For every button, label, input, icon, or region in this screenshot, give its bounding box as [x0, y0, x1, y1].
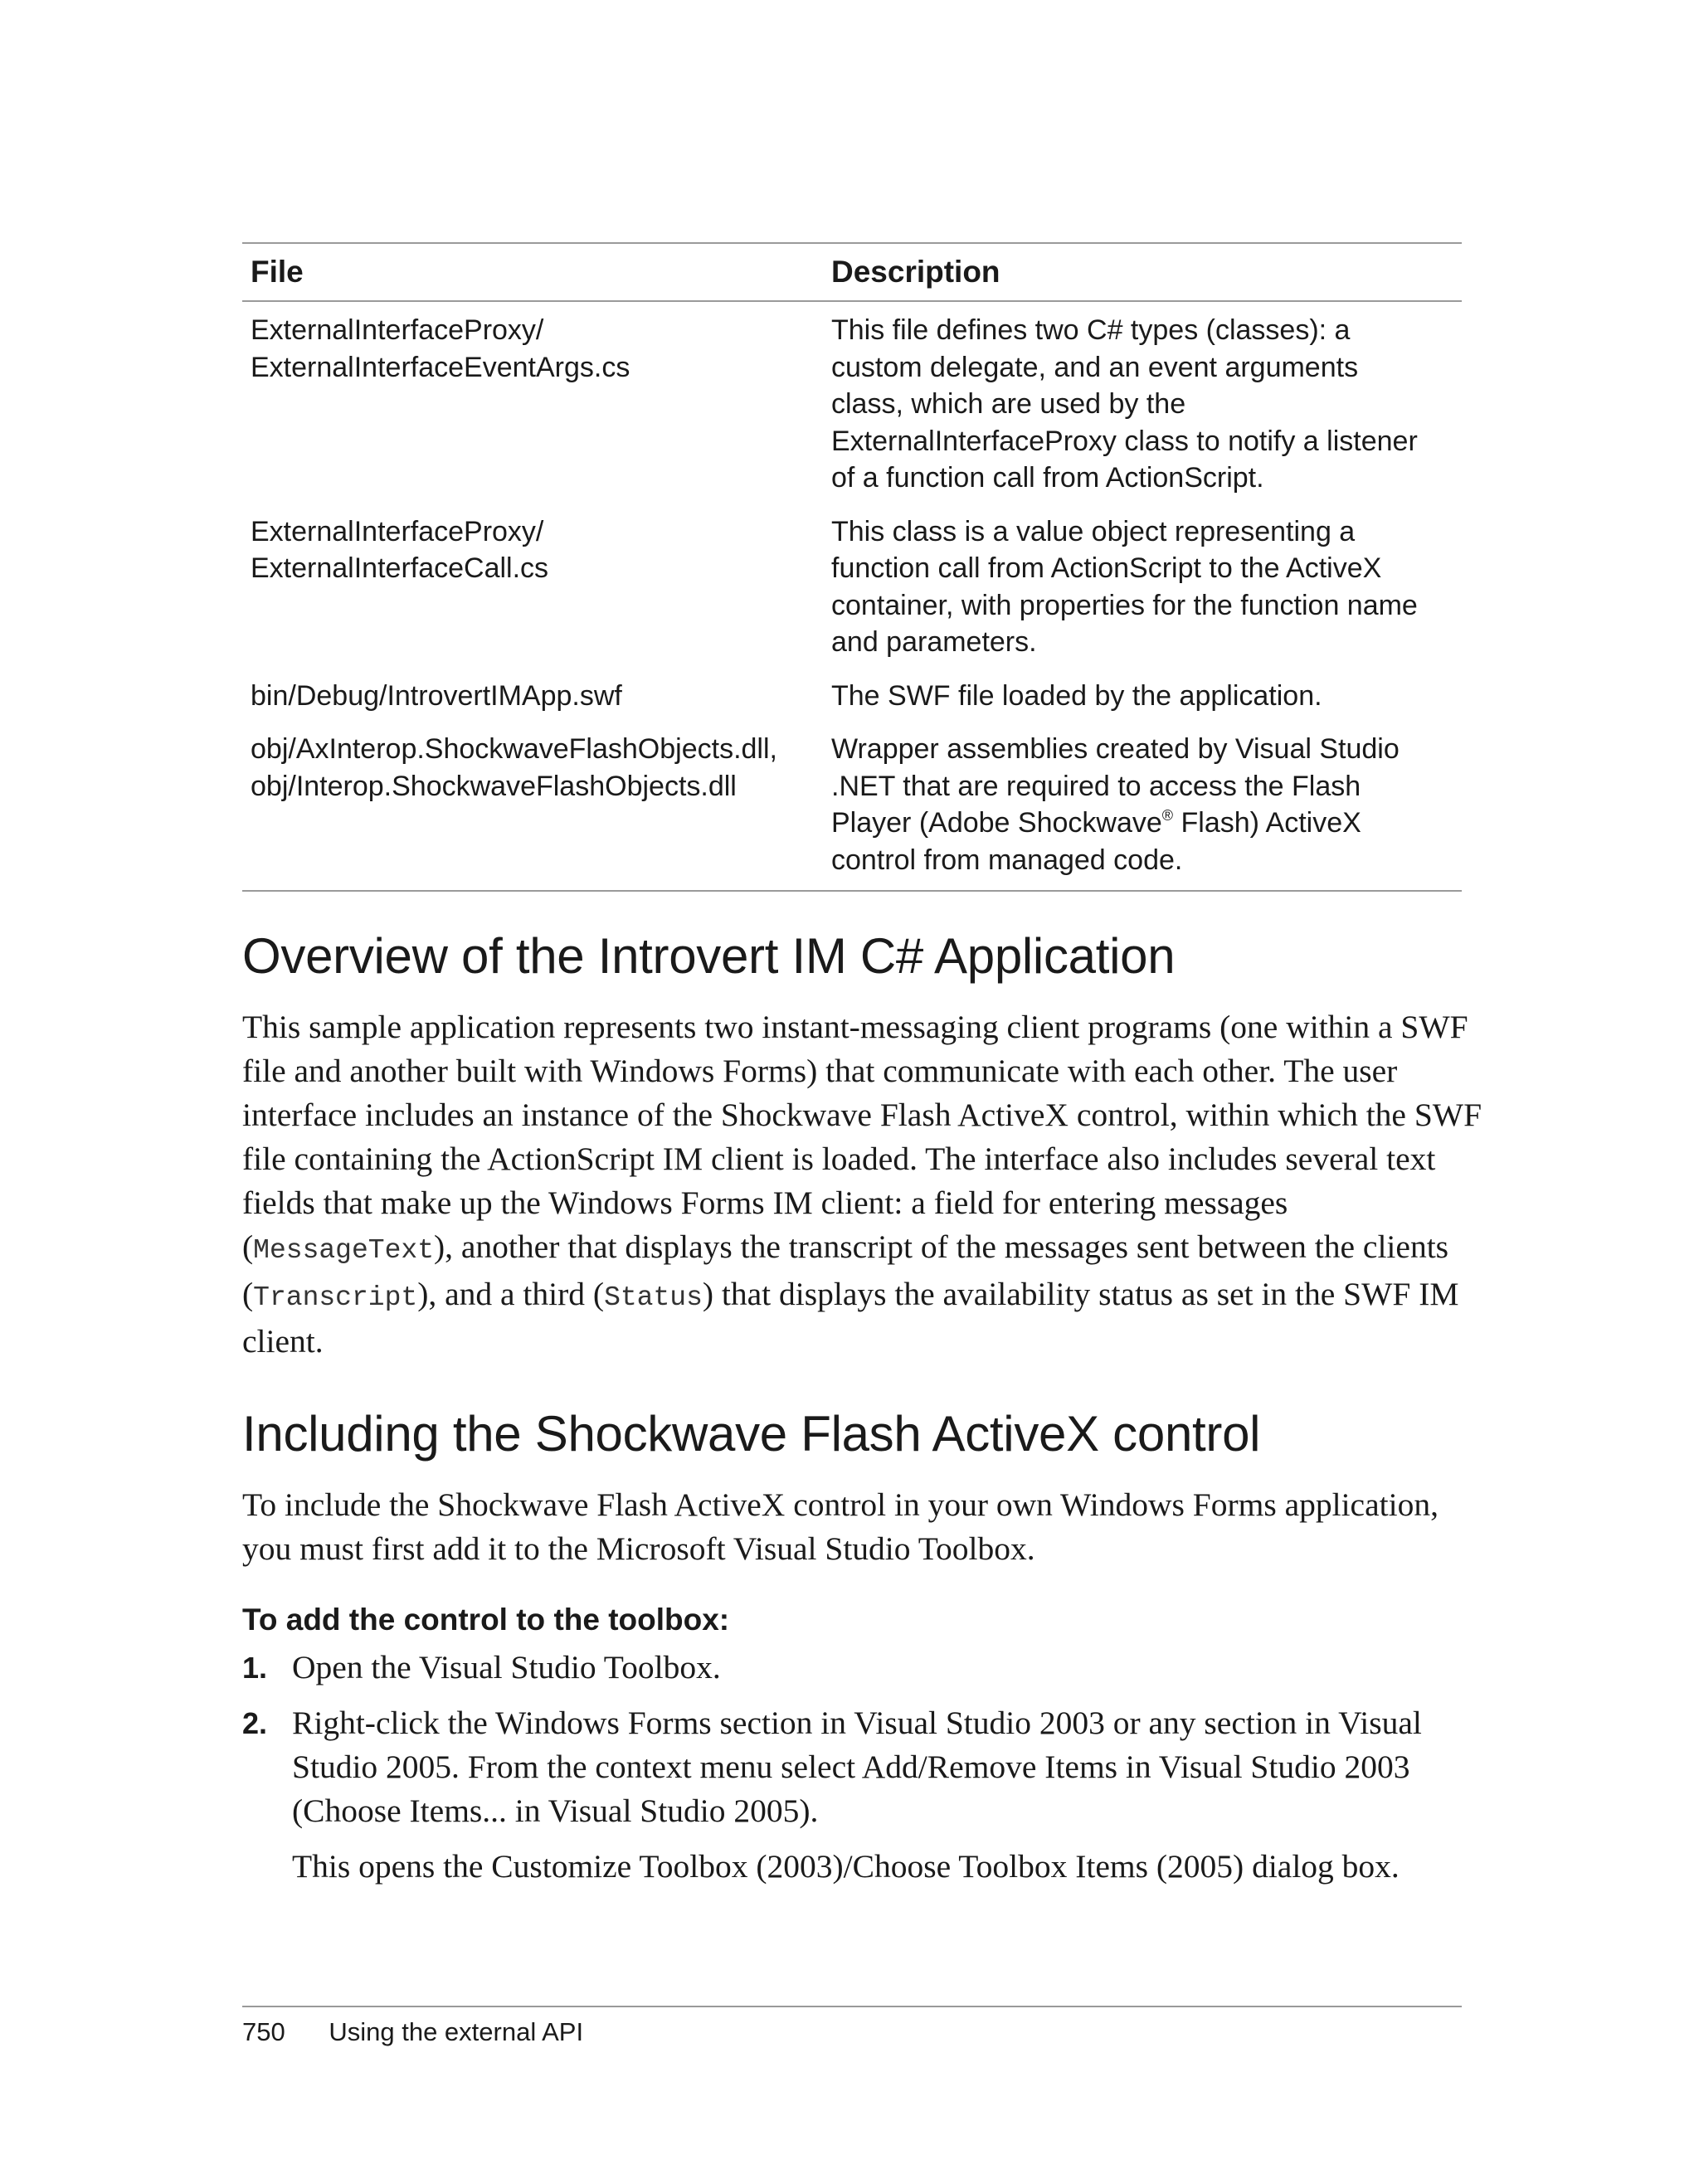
file-line: obj/AxInterop.ShockwaveFlashObjects.dll, — [251, 733, 777, 765]
file-line: ExternalInterfaceEventArgs.cs — [251, 351, 630, 383]
file-line: ExternalInterfaceProxy/ — [251, 515, 544, 547]
step-line: Open the Visual Studio Toolbox. — [292, 1649, 721, 1685]
file-cell — [242, 312, 823, 497]
code-status: Status — [604, 1282, 703, 1313]
paragraph-line: client. — [242, 1323, 324, 1360]
paragraph-line: This sample application represents two instant-messaging client programs (one within a SWF — [242, 1009, 1468, 1045]
paragraph-line — [242, 1272, 1462, 1320]
procedure-title: To add the control to the toolbox: — [242, 1603, 730, 1637]
table-row — [242, 719, 1462, 883]
section-heading-overview: Overview of the Introvert IM C# Application — [242, 928, 1176, 984]
description-cell — [823, 312, 1462, 497]
text-fragment: ( — [242, 1276, 254, 1312]
table-row — [242, 302, 1462, 502]
description-line: The SWF file loaded by the application. — [831, 679, 1322, 712]
description-cell — [823, 513, 1462, 661]
description-line: container, with properties for the function name — [831, 589, 1418, 621]
file-cell — [242, 678, 823, 715]
description-line — [831, 805, 1462, 842]
file-description-table — [242, 242, 1462, 892]
step-note: This opens the Customize Toolbox (2003)/Choose Toolbox Items (2005) dialog box. — [292, 1848, 1400, 1885]
file-cell — [242, 731, 823, 878]
footer-divider — [242, 2006, 1462, 2007]
description-line: ExternalInterfaceProxy class to notify a listener — [831, 425, 1418, 457]
table-header — [242, 244, 1462, 302]
overview-paragraph — [242, 1005, 1482, 1364]
column-header-description: Description — [831, 255, 1000, 289]
paragraph-line: file and another built with Windows Forms) that communicate with each other. The user — [242, 1053, 1398, 1089]
description-fragment: Player (Adobe Shockwave — [831, 807, 1162, 839]
description-line: class, which are used by the — [831, 388, 1186, 420]
code-messagetext: MessageText — [253, 1235, 434, 1266]
description-line: and parameters. — [831, 626, 1037, 658]
file-line: obj/Interop.ShockwaveFlashObjects.dll — [251, 770, 737, 802]
step-line: (Choose Items... in Visual Studio 2005). — [292, 1792, 819, 1829]
text-fragment: ), another that displays the transcript of the messages sent between the clients — [434, 1228, 1449, 1265]
text-fragment: ), and a third ( — [417, 1276, 605, 1312]
paragraph-line: file containing the ActionScript IM client is loaded. The interface also includes several text — [242, 1141, 1436, 1177]
text-fragment: ( — [242, 1228, 254, 1265]
including-paragraph — [242, 1483, 1462, 1571]
file-cell — [242, 513, 823, 661]
table-row — [242, 666, 1462, 720]
registered-mark: ® — [1161, 807, 1174, 824]
paragraph-line: To include the Shockwave Flash ActiveX control in your own Windows Forms application, — [242, 1486, 1439, 1523]
step-number: 2. — [242, 1706, 268, 1740]
paragraph-line: interface includes an instance of the Shockwave Flash ActiveX control, within which the SWF — [242, 1097, 1482, 1133]
description-line: Wrapper assemblies created by Visual Studio — [831, 733, 1400, 765]
description-line: custom delegate, and an event arguments — [831, 351, 1359, 383]
step-item — [242, 1701, 1462, 1833]
chapter-title: Using the external API — [329, 2017, 584, 2046]
section-heading-including: Including the Shockwave Flash ActiveX control — [242, 1406, 1261, 1462]
paragraph-line: fields that make up the Windows Forms IM client: a field for entering messages — [242, 1184, 1288, 1221]
file-line: ExternalInterfaceProxy/ — [251, 314, 544, 346]
description-line: .NET that are required to access the Flash — [831, 770, 1361, 802]
description-line: function call from ActionScript to the ActiveX — [831, 552, 1382, 584]
file-line: ExternalInterfaceCall.cs — [251, 552, 549, 584]
table-row — [242, 502, 1462, 666]
description-line: This file defines two C# types (classes): a — [831, 314, 1351, 346]
column-header-file: File — [251, 255, 304, 289]
procedure-steps — [242, 1646, 1462, 1889]
step-line: Studio 2005. From the context menu select Add/Remove Items in Visual Studio 2003 — [292, 1749, 1410, 1785]
code-transcript: Transcript — [253, 1282, 418, 1313]
description-cell — [823, 678, 1462, 715]
description-line: of a function call from ActionScript. — [831, 462, 1264, 494]
description-line: This class is a value object representing a — [831, 515, 1356, 547]
description-cell — [823, 731, 1462, 878]
paragraph-line: you must first add it to the Microsoft Visual Studio Toolbox. — [242, 1530, 1035, 1567]
step-number: 1. — [242, 1651, 268, 1685]
file-line: bin/Debug/IntrovertIMApp.swf — [251, 679, 622, 712]
step-line: Right-click the Windows Forms section in Visual Studio 2003 or any section in Visual — [292, 1705, 1422, 1741]
step-item — [242, 1646, 1462, 1690]
description-line: control from managed code. — [831, 844, 1183, 876]
text-fragment: ) that displays the availability status as set in the SWF IM — [702, 1276, 1459, 1312]
paragraph-line — [242, 1225, 1462, 1272]
description-fragment: Flash) ActiveX — [1173, 807, 1361, 839]
page-footer — [242, 2017, 583, 2047]
page-number: 750 — [242, 2017, 285, 2046]
